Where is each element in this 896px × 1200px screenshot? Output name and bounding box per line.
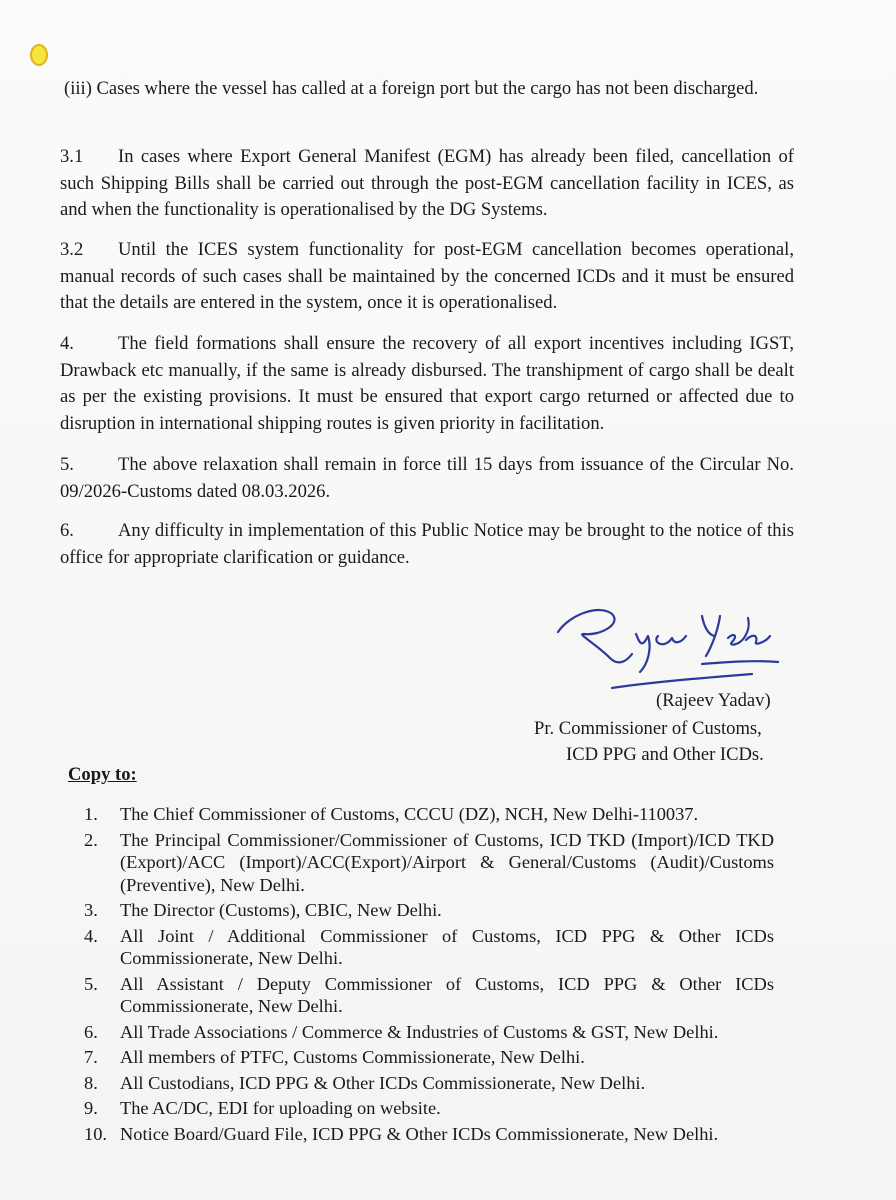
list-item-text: All Trade Associations / Commerce & Industries of Customs & GST, New Delhi. — [120, 1021, 719, 1042]
copy-to-list — [84, 803, 774, 1148]
list-item — [84, 973, 774, 1018]
paragraph-number: 3.2 — [60, 239, 84, 260]
list-item-number: 7. — [84, 1047, 98, 1067]
list-item-number: 4. — [84, 925, 98, 946]
paragraph-number: 4. — [60, 333, 74, 354]
list-item-number: 2. — [84, 829, 98, 850]
signatory-designation: Pr. Commissioner of Customs, — [534, 718, 762, 739]
paragraph-number: 6. — [60, 520, 74, 541]
paragraph-number: 5. — [60, 454, 74, 475]
copy-to-heading: Copy to: — [68, 764, 137, 785]
list-item-text: All Joint / Additional Commissioner of Customs, ICD PPG & Other ICDs Commissionerate, New Delhi. — [120, 925, 774, 968]
list-item-number: 9. — [84, 1098, 98, 1118]
paragraph-text: The field formations shall ensure the recovery of all export incentives including IGST, Drawback etc manually, if the same is already disbursed. The transhipment of cargo shall be dealt as per the existing provisions. It must be ensured that export cargo returned or affected due to disruption in international shipping routes is given priority in facilitation. — [60, 333, 794, 434]
list-item-text: The Chief Commissioner of Customs, CCCU (DZ), NCH, New Delhi-110037. — [120, 804, 699, 824]
list-item-number: 3. — [84, 900, 98, 920]
list-item-number: 8. — [84, 1072, 98, 1093]
paragraph-3-1 — [60, 144, 794, 224]
list-item-text: Notice Board/Guard File, ICD PPG & Other ICDs Commissionerate, New Delhi. — [120, 1123, 719, 1144]
list-item-number: 5. — [84, 973, 98, 994]
paragraph-iii-text: (iii) Cases where the vessel has called at a foreign port but the cargo has not been discharged. — [64, 78, 759, 99]
list-item-text: All members of PTFC, Customs Commissionerate, New Delhi. — [120, 1047, 585, 1067]
paragraph-4 — [60, 331, 794, 437]
list-item — [84, 1097, 774, 1120]
list-item — [84, 1021, 774, 1044]
paragraph-text: Any difficulty in implementation of this Public Notice may be brought to the notice of this office for appropriate clarification or guidance. — [60, 520, 794, 568]
list-item-text: The Director (Customs), CBIC, New Delhi. — [120, 900, 442, 920]
list-item — [84, 925, 774, 970]
list-item-text: All Custodians, ICD PPG & Other ICDs Commissionerate, New Delhi. — [120, 1072, 646, 1093]
paragraph-text: Until the ICES system functionality for post-EGM cancellation becomes operational, manual records of such cases shall be maintained by the concerned ICDs and it must be ensured that the details are entered in the system, once it is operationalised. — [60, 239, 794, 313]
paragraph-number: 3.1 — [60, 146, 84, 167]
list-item — [84, 899, 774, 922]
list-item-text: The Principal Commissioner/Commissioner of Customs, ICD TKD (Import)/ICD TKD (Export)/ACC (Import)/ACC(Export)/Airport & General/Customs (Audit)/Customs (Preventive), New Delhi. — [120, 829, 774, 895]
paragraph-5 — [60, 452, 794, 505]
list-item — [84, 1072, 774, 1095]
paragraph-text: In cases where Export General Manifest (EGM) has already been filed, cancellation of such Shipping Bills shall be carried out through the post-EGM cancellation facility in ICES, as and when the functionality is operationalised by the DG Systems. — [60, 146, 794, 220]
list-item-text: All Assistant / Deputy Commissioner of Customs, ICD PPG & Other ICDs Commissionerate, New Delhi. — [120, 973, 774, 1016]
list-item — [84, 1046, 774, 1069]
list-item-number: 6. — [84, 1021, 98, 1042]
list-item — [84, 829, 774, 897]
list-item — [84, 803, 774, 826]
highlight-dot-mark — [30, 44, 48, 66]
signatory-office: ICD PPG and Other ICDs. — [566, 744, 764, 765]
paragraph-text: The above relaxation shall remain in force till 15 days from issuance of the Circular No. 09/2026-Customs dated 08.03.2026. — [60, 454, 794, 502]
handwritten-signature — [552, 592, 782, 697]
signatory-name: (Rajeev Yadav) — [656, 690, 771, 711]
paragraph-6 — [60, 518, 794, 571]
list-item-text: The AC/DC, EDI for uploading on website. — [120, 1098, 441, 1118]
paragraph-3-2 — [60, 237, 794, 317]
list-item — [84, 1123, 774, 1146]
list-item-number: 10. — [84, 1123, 107, 1144]
list-item-number: 1. — [84, 804, 98, 824]
paragraph-iii — [64, 76, 794, 103]
